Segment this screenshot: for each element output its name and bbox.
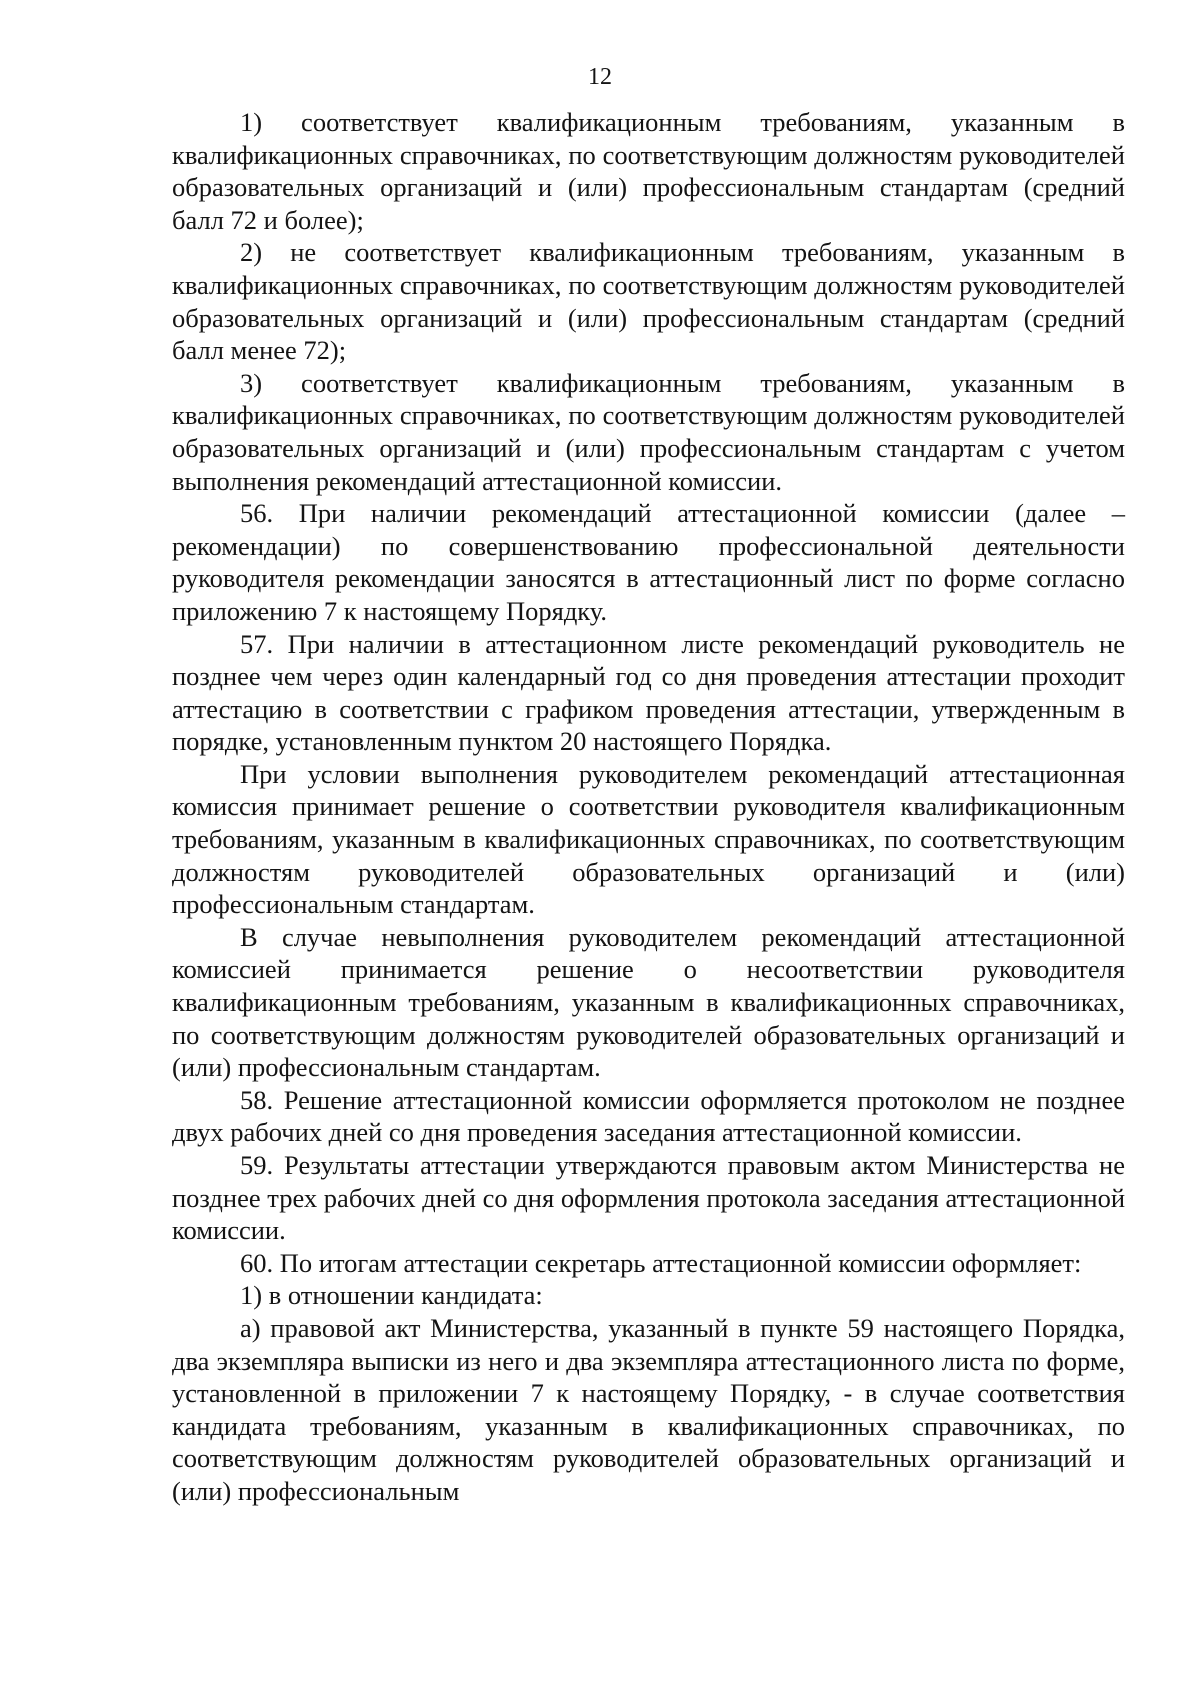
paragraph-item-2: 2) не соответствует квалификационным требованиям, указанным в квалификационных справочниках, по соответствующим должностям руководителей образовательных организаций и (или) профессиональным стандартам (средний балл менее 72); <box>172 237 1125 366</box>
paragraph-56: 56. При наличии рекомендаций аттестационной комиссии (далее – рекомендации) по совершенствованию профессиональной деятельности руководителя рекомендации заносятся в аттестационный лист по форме согласно приложению 7 к настоящему Порядку. <box>172 498 1125 626</box>
paragraph-57: 57. При наличии в аттестационном листе рекомендаций руководитель не позднее чем через один календарный год со дня проведения аттестации проходит аттестацию в соответствии с графиком проведения аттестации, утвержденным в порядке, установленным пунктом 20 настоящего Порядка. <box>172 628 1125 757</box>
paragraph-59: 59. Результаты аттестации утверждаются правовым актом Министерства не позднее трех рабочих дней со дня оформления протокола заседания аттестационной комиссии. <box>172 1150 1125 1246</box>
paragraph-58: 58. Решение аттестационной комиссии оформляется протоколом не позднее двух рабочих дней со дня проведения заседания аттестационной комиссии. <box>172 1084 1125 1148</box>
paragraph-item-3: 3) соответствует квалификационным требованиям, указанным в квалификационных справочниках, по соответствующим должностям руководителей образовательных организаций и (или) профессиональным стандартам с учетом выполнения рекомендаций аттестационной комиссии. <box>172 367 1125 496</box>
paragraph-60: 60. По итогам аттестации секретарь аттестационной комиссии оформляет: <box>240 1247 1082 1278</box>
paragraph-60-item-1a: а) правовой акт Министерства, указанный в пункте 59 настоящего Порядка, два экземпляра выписки из него и два экземпляра аттестационного листа по форме, установленной в приложении 7 к настоящему Порядку, - в случае соответствия кандидата требованиям, указанным в квалификационных справочниках, по соответствующим должностям руководителей образовательных организаций и (или) профессиональным <box>172 1312 1125 1506</box>
paragraph-57-failure: В случае невыполнения руководителем рекомендаций аттестационной комиссией принимается решение о несоответствии руководителя квалификационным требованиям, указанным в квалификационных справочниках, по соответствующим должностям руководителей образовательных организаций и (или) профессиональным стандартам. <box>172 921 1125 1083</box>
paragraph-57-condition: При условии выполнения руководителем рекомендаций аттестационная комиссия принимает решение о соответствии руководителя квалификационным требованиям, указанным в квалификационных справочниках, по соответствующим должностям руководителей образовательных организаций и (или) профессиональным стандартам. <box>172 758 1125 920</box>
document-body <box>172 106 1125 1508</box>
paragraph-60-item-1: 1) в отношении кандидата: <box>240 1280 543 1311</box>
page-number: 12 <box>588 64 612 90</box>
paragraph-item-1: 1) соответствует квалификационным требованиям, указанным в квалификационных справочниках, по соответствующим должностям руководителей образовательных организаций и (или) профессиональным стандартам (средний балл 72 и более); <box>172 107 1125 235</box>
